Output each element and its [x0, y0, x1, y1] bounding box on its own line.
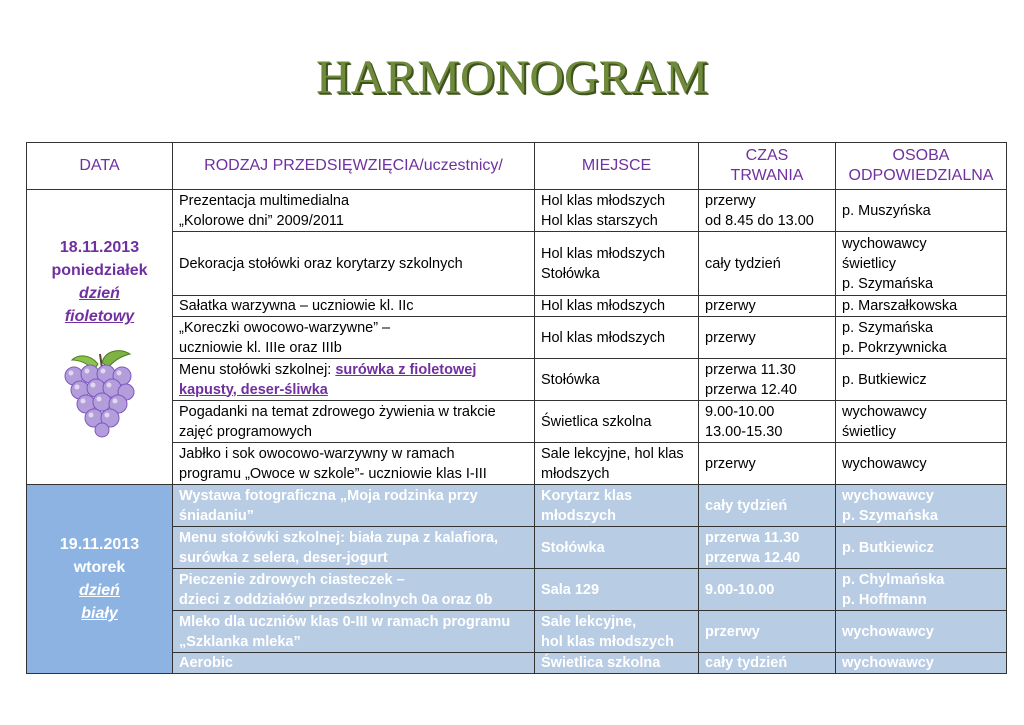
person-cell	[836, 443, 1007, 485]
time-line: cały tydzień	[705, 655, 788, 671]
person-line: p. Butkiewicz	[842, 371, 927, 388]
event-line: Jabłko i sok owocowo-warzywny w ramach	[179, 445, 455, 462]
table-row	[27, 653, 1007, 674]
person-line: świetlicy	[842, 423, 896, 440]
header-person	[836, 143, 1007, 190]
time-line: cały tydzień	[705, 497, 788, 514]
time-cell	[699, 401, 836, 443]
header-time-line2: TRWANIA	[730, 167, 804, 184]
person-line: wychowawcy	[842, 235, 927, 252]
event-line: programu „Owoce w szkole”- uczniowie klas I-III	[179, 465, 487, 482]
place-cell	[535, 527, 699, 569]
page-title: HARMONOGRAM	[315, 51, 709, 104]
person-line: wychowawcy	[842, 403, 927, 420]
place-line: Stołówka	[541, 265, 600, 282]
place-line: Hol klas młodszych	[541, 329, 666, 346]
time-cell	[699, 232, 836, 296]
time-line: przerwy	[705, 455, 756, 472]
menu-highlight: surówka z fioletowej	[335, 361, 477, 378]
place-line: Świetlica szkolna	[541, 655, 661, 671]
header-event: RODZAJ PRZEDSIĘWZIĘCIA/uczestnicy/	[173, 143, 535, 190]
time-line: przerwy	[705, 298, 756, 314]
person-line: p. Szymańska	[842, 507, 938, 524]
event-line: Prezentacja multimedialna	[179, 192, 350, 209]
table-row	[27, 359, 1007, 401]
time-line: cały tydzień	[705, 255, 781, 272]
event-cell	[173, 359, 535, 401]
place-cell	[535, 190, 699, 232]
time-line: 9.00-10.00	[705, 403, 775, 420]
time-line: przerwy	[705, 192, 756, 209]
event-cell	[173, 232, 535, 296]
time-cell	[699, 485, 836, 527]
event-cell	[173, 443, 535, 485]
event-line: Wystawa fotograficzna „Moja rodzinka przy	[179, 487, 478, 504]
event-cell	[173, 401, 535, 443]
place-line: Sala 129	[541, 581, 600, 598]
time-cell	[699, 443, 836, 485]
person-line: wychowawcy	[842, 655, 934, 671]
header-place: MIEJSCE	[535, 143, 699, 190]
event-line: Mleko dla uczniów klas 0-III w ramach programu	[179, 613, 511, 630]
header-person-line1: OSOBA	[892, 147, 950, 164]
person-line: świetlicy	[842, 255, 896, 272]
time-cell	[699, 296, 836, 317]
event-cell	[173, 190, 535, 232]
place-cell	[535, 317, 699, 359]
day2-date-cell	[27, 485, 173, 674]
day1-theme-line1: dzień	[79, 285, 120, 302]
menu-highlight: kapusty, deser-śliwka	[179, 381, 328, 398]
day1-date-cell	[27, 190, 173, 485]
time-line: 9.00-10.00	[705, 581, 775, 598]
header-time	[699, 143, 836, 190]
person-line: p. Marszałkowska	[842, 298, 958, 314]
time-cell	[699, 611, 836, 653]
place-line: młodszych	[541, 465, 610, 482]
time-cell	[699, 653, 836, 674]
place-line: młodszych	[541, 507, 616, 524]
person-cell	[836, 317, 1007, 359]
grape-icon	[58, 346, 142, 438]
person-cell	[836, 527, 1007, 569]
event-line: surówka z selera, deser-jogurt	[179, 549, 388, 566]
time-cell	[699, 190, 836, 232]
place-line: Hol klas młodszych	[541, 298, 666, 314]
header-person-line2: ODPOWIEDZIALNA	[848, 167, 994, 184]
event-cell	[173, 485, 535, 527]
time-cell	[699, 317, 836, 359]
place-line: Świetlica szkolna	[541, 413, 652, 430]
person-cell	[836, 232, 1007, 296]
time-line: 13.00-15.30	[705, 423, 783, 440]
day2-date: 19.11.2013	[59, 536, 140, 553]
event-line: zajęć programowych	[179, 423, 312, 440]
place-line: Hol klas starszych	[541, 212, 658, 229]
event-line: uczniowie kl. IIIe oraz IIIb	[179, 339, 342, 356]
table-row	[27, 296, 1007, 317]
person-line: p. Szymańska	[842, 319, 934, 336]
person-line: p. Chylmańska	[842, 571, 945, 588]
place-cell	[535, 611, 699, 653]
table-row	[27, 317, 1007, 359]
day2-theme-line1: dzień	[79, 582, 120, 599]
person-line: wychowawcy	[842, 487, 934, 504]
schedule-table	[26, 142, 1007, 674]
time-cell	[699, 569, 836, 611]
place-line: hol klas młodszych	[541, 633, 674, 650]
event-cell	[173, 569, 535, 611]
place-line: Stołówka	[541, 371, 600, 388]
place-cell	[535, 443, 699, 485]
event-cell	[173, 611, 535, 653]
time-line: przerwa 12.40	[705, 381, 797, 398]
event-cell	[173, 296, 535, 317]
event-line: śniadaniu”	[179, 507, 254, 524]
event-line: dzieci z oddziałów przedszkolnych 0a oraz 0b	[179, 591, 493, 608]
day1-date: 18.11.2013	[59, 239, 140, 256]
time-cell	[699, 527, 836, 569]
place-line: Sale lekcyjne, hol klas	[541, 445, 684, 462]
time-line: przerwa 11.30	[705, 529, 800, 546]
event-line: Sałatka warzywna – uczniowie kl. IIc	[179, 298, 414, 314]
event-line: Pogadanki na temat zdrowego żywienia w trakcie	[179, 403, 496, 420]
event-line: „Kolorowe dni” 2009/2011	[179, 212, 344, 229]
place-cell	[535, 653, 699, 674]
place-cell	[535, 485, 699, 527]
place-cell	[535, 359, 699, 401]
table-row	[27, 443, 1007, 485]
day1-weekday: poniedziałek	[51, 262, 148, 279]
header-date: DATA	[27, 143, 173, 190]
place-line: Sale lekcyjne,	[541, 613, 637, 630]
table-row	[27, 527, 1007, 569]
person-line: wychowawcy	[842, 623, 934, 640]
event-line: Menu stołówki szkolnej: biała zupa z kalafiora,	[179, 529, 499, 546]
event-line: Dekoracja stołówki oraz korytarzy szkolnych	[179, 255, 463, 272]
person-cell	[836, 653, 1007, 674]
event-line	[179, 360, 528, 380]
time-line: przerwa 11.30	[705, 361, 796, 378]
event-prefix: Menu stołówki szkolnej:	[179, 361, 336, 378]
table-row	[27, 569, 1007, 611]
event-cell	[173, 317, 535, 359]
event-line: „Szklanka mleka”	[179, 633, 301, 650]
person-line: p. Butkiewicz	[842, 539, 934, 556]
header-time-line1: CZAS	[745, 147, 789, 164]
place-cell	[535, 296, 699, 317]
day2-weekday: wtorek	[73, 559, 126, 576]
person-cell	[836, 190, 1007, 232]
person-cell	[836, 485, 1007, 527]
place-cell	[535, 401, 699, 443]
person-line: p. Muszyńska	[842, 202, 931, 219]
place-line: Hol klas młodszych	[541, 245, 666, 262]
place-line: Stołówka	[541, 539, 605, 556]
place-line: Korytarz klas	[541, 487, 633, 504]
header-row	[27, 143, 1007, 190]
event-line: „Koreczki owocowo-warzywne” –	[179, 319, 391, 336]
day2-theme-line2: biały	[81, 605, 118, 622]
place-cell	[535, 569, 699, 611]
event-cell	[173, 653, 535, 674]
person-line: p. Szymańska	[842, 275, 934, 292]
person-line: p. Pokrzywnicka	[842, 339, 947, 356]
table-row	[27, 232, 1007, 296]
time-line: przerwa 12.40	[705, 549, 801, 566]
person-cell	[836, 359, 1007, 401]
table-row	[27, 485, 1007, 527]
place-cell	[535, 232, 699, 296]
event-line: Pieczenie zdrowych ciasteczek –	[179, 571, 405, 588]
event-cell	[173, 527, 535, 569]
time-line: przerwy	[705, 329, 756, 346]
table-row	[27, 190, 1007, 232]
time-line: od 8.45 do 13.00	[705, 212, 814, 229]
time-line: przerwy	[705, 623, 760, 640]
day1-theme-line2: fioletowy	[64, 308, 135, 325]
person-line: wychowawcy	[842, 455, 927, 472]
table-row	[27, 401, 1007, 443]
table-row	[27, 611, 1007, 653]
place-line: Hol klas młodszych	[541, 192, 666, 209]
person-cell	[836, 611, 1007, 653]
person-cell	[836, 401, 1007, 443]
time-cell	[699, 359, 836, 401]
person-line: p. Hoffmann	[842, 591, 927, 608]
person-cell	[836, 569, 1007, 611]
event-line: Aerobic	[179, 655, 233, 671]
person-cell	[836, 296, 1007, 317]
